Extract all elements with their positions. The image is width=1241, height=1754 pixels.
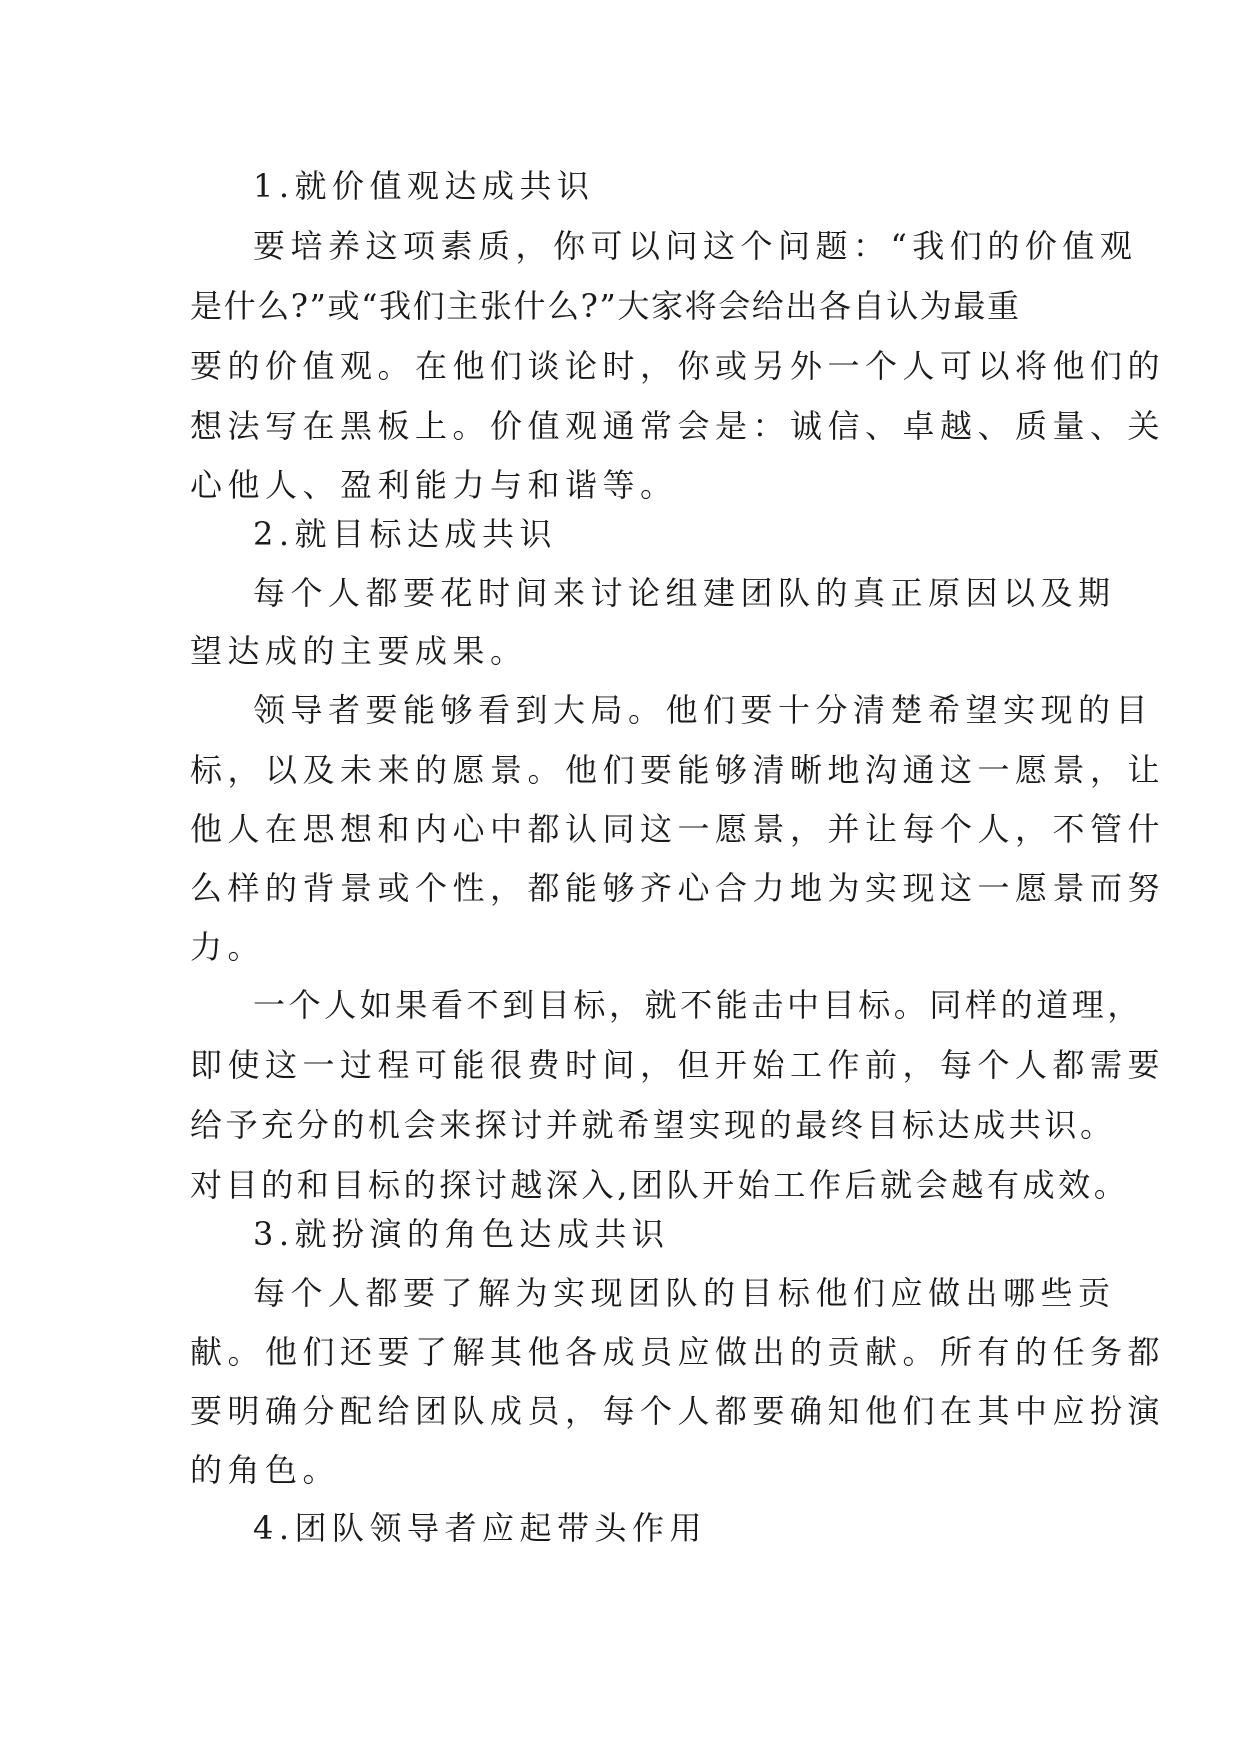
paragraph-line: 么样的背景或个性，都能够齐心合力地为实现这一愿景而努 (190, 869, 1166, 907)
heading-values-consensus: 1.就价值观达成共识 (253, 167, 595, 205)
paragraph-line: 即使这一过程可能很费时间，但开始工作前，每个人都需要 (190, 1046, 1166, 1084)
paragraph-line: 要的价值观。在他们谈论时，你或另外一个人可以将他们的 (190, 347, 1166, 385)
paragraph-line: 心他人、盈利能力与和谐等。 (190, 466, 678, 504)
paragraph-line: 献。他们还要了解其他各成员应做出的贡献。所有的任务都 (190, 1333, 1166, 1371)
heading-goals-consensus: 2.就目标达成共识 (253, 515, 558, 553)
paragraph-line: 要明确分配给团队成员，每个人都要确知他们在其中应扮演 (190, 1392, 1166, 1430)
heading-roles-consensus: 3.就扮演的角色达成共识 (253, 1215, 670, 1253)
paragraph-line: 标，以及未来的愿景。他们要能够清晰地沟通这一愿景，让 (190, 751, 1166, 789)
paragraph-line: 每个人都要了解为实现团队的目标他们应做出哪些贡 (253, 1274, 1116, 1312)
paragraph-line: 每个人都要花时间来讨论组建团队的真正原因以及期 (253, 574, 1116, 612)
paragraph-line: 是什么?”或“我们主张什么?”大家将会给出各自认为最重 (190, 287, 1021, 325)
paragraph-line: 一个人如果看不到目标，就不能击中目标。同样的道理， (253, 986, 1144, 1024)
paragraph-line: 他人在思想和内心中都认同这一愿景，并让每个人，不管什 (190, 810, 1166, 848)
heading-leader-role: 4.团队领导者应起带头作用 (253, 1509, 708, 1547)
paragraph-line: 望达成的主要成果。 (190, 632, 528, 670)
paragraph-line: 给予充分的机会来探讨并就希望实现的最终目标达成共识。 (190, 1106, 1116, 1144)
paragraph-line: 对目的和目标的探讨越深入,团队开始工作后就会越有成效。 (190, 1166, 1130, 1204)
paragraph-line: 的角色。 (190, 1451, 341, 1489)
paragraph-line: 想法写在黑板上。价值观通常会是：诚信、卓越、质量、关 (190, 407, 1166, 445)
paragraph-line: 要培养这项素质，你可以问这个问题：“我们的价值观 (253, 227, 1138, 265)
paragraph-line: 领导者要能够看到大局。他们要十分清楚希望实现的目 (253, 691, 1154, 729)
paragraph-line: 力。 (190, 928, 266, 966)
